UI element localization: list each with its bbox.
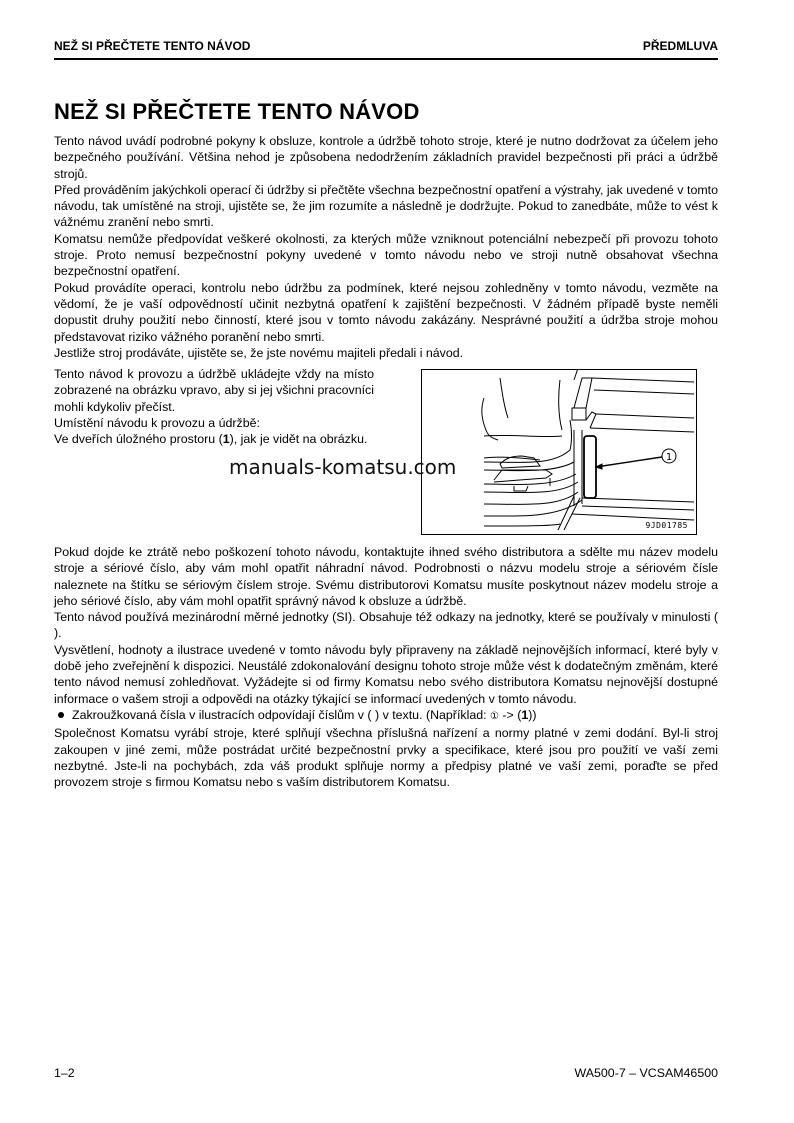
location-text-after: ), jak je vidět na obrázku.	[229, 432, 368, 447]
intro-paragraph: Komatsu nemůže předpovídat veškeré okolnosti, za kterých může vzniknout potenciální nebezpečí při provozu tohoto stroje. Proto nemusí bezpečnostní pokyny uvedené v tomto návodu nebo ve stroji nutně obsahovat všechna bezpečnostní opatření.	[54, 231, 718, 279]
location-ref-number: 1	[222, 432, 230, 447]
bullet-ref-number: 1	[521, 707, 529, 722]
intro-text-block	[54, 133, 718, 361]
final-paragraph: Společnost Komatsu vyrábí stroje, které splňují všechna příslušná nařízení a normy platné v zemi dodání. Byl-li stroj zakoupen v jiné zemi, může postrádat určité bezpečnostní prvky a specifikace, které jsou pro použití ve vaší zemi nezbytné. Jste-li na pochybách, zda váš produkt splňuje normy a předpisy platné ve vaší zemi, poraďte se před provozem stroje s firmou Komatsu nebo s vaším distributorem Komatsu.	[54, 726, 718, 790]
page-number: 1–2	[54, 1066, 75, 1080]
circled-number-icon: ①	[490, 710, 499, 722]
running-header	[54, 38, 718, 60]
watermark: manuals-komatsu.com	[229, 455, 457, 479]
bullet-text: Zakroužkovaná čísla v ilustracích odpovídají číslům v ( ) v textu. (Například:	[72, 707, 490, 722]
storage-location-text	[54, 431, 374, 447]
bullet-icon	[58, 712, 64, 718]
intro-paragraph: Pokud provádíte operaci, kontrolu nebo údržbu za podmínek, které nejsou zohledněny v tomto návodu, vezměte na vědomí, že je vaší odpovědností učinit nezbytná opatření k zajištění bezpečnosti. V žádném případě byste neměli dopustit druhy použití nebo činností, které jsou v tomto návodu zakázány. Nesprávné použití a údržba stroje mohou představovat riziko vážného poranění nebo smrti.	[54, 280, 718, 344]
figure-code: 9JD01785	[645, 521, 688, 530]
location-text-before: Ve dveřích úložného prostoru (	[54, 432, 223, 447]
storage-location-label: Umístění návodu k provozu a údržbě:	[54, 415, 260, 430]
header-chapter-title: PŘEDMLUVA	[642, 39, 718, 53]
bullet-arrow: -> (	[498, 707, 522, 722]
lower-text-block	[54, 544, 718, 790]
intro-paragraph: Před prováděním jakýchkoli operací či údržby si přečtěte všechna bezpečnostní opatření a výstrahy, jak uvedené v tomto návodu, tak umístěné na stroji, ujistěte se, že jim rozumíte a následně je dodržujte. Pokud to zanedbáte, může to vést k vážnému zranění nebo smrti.	[54, 182, 718, 230]
lower-paragraph: Pokud dojde ke ztrátě nebo poškození tohoto návodu, kontaktujte ihned svého distributora a sdělte mu název modelu stroje a sériové číslo, aby vám mohl opatřit náhradní návod. Podrobnosti o názvu modelu stroje a sériovém čísle naleznete na štítku se sériovým číslem stroje. Svému distributorovi Komatsu musíte poskytnout název modelu stroje a jeho sériové číslo, aby vám mohl opatřit správný návod k obsluze a údržbě.	[54, 545, 718, 608]
storage-location-figure	[421, 369, 697, 535]
document-id: WA500-7 – VCSAM46500	[574, 1066, 718, 1080]
storage-paragraph: Tento návod k provozu a údržbě ukládejte vždy na místo zobrazené na obrázku vpravo, aby si jej všichni pracovníci mohli kdykoliv přečíst.	[54, 367, 374, 414]
intro-paragraph: Tento návod uvádí podrobné pokyny k obsluze, kontrole a údržbě tohoto stroje, které je nutno dodržovat za účelem jeho bezpečného používání. Většina nehod je způsobena nedodržením základních pravidel bezpečnosti při práci a údržbě strojů.	[54, 134, 718, 181]
svg-text:1: 1	[665, 452, 673, 463]
bullet-text-after: ))	[528, 707, 537, 722]
lower-paragraph: Tento návod používá mezinárodní měrné jednotky (SI). Obsahuje též odkazy na jednotky, které se používaly v minulosti ( ).	[54, 610, 718, 641]
bullet-item	[54, 707, 718, 725]
intro-paragraph: Jestliže stroj prodáváte, ujistěte se, že jste novému majiteli předali i návod.	[54, 345, 464, 360]
page-title: NEŽ SI PŘEČTETE TENTO NÁVOD	[54, 99, 420, 124]
lower-paragraph: Vysvětlení, hodnoty a ilustrace uvedené v tomto návodu byly připraveny na základě nejnovějších informací, které byly v době jeho zveřejnění k dispozici. Neustálé zdokonalování designu tohoto stroje může vést k dodatečným změnám, které tento návod nemusí zohledňovat. Vyžádejte si od firmy Komatsu nebo svého distributora Komatsu nejnovější dostupné informace o vašem stroji a odpovědi na otázky týkající se informací uvedených v tomto návodu.	[54, 642, 718, 706]
cab-seat-illustration	[422, 370, 698, 536]
storage-instructions	[54, 366, 374, 447]
header-section-title: NEŽ SI PŘEČTETE TENTO NÁVOD	[54, 39, 251, 53]
